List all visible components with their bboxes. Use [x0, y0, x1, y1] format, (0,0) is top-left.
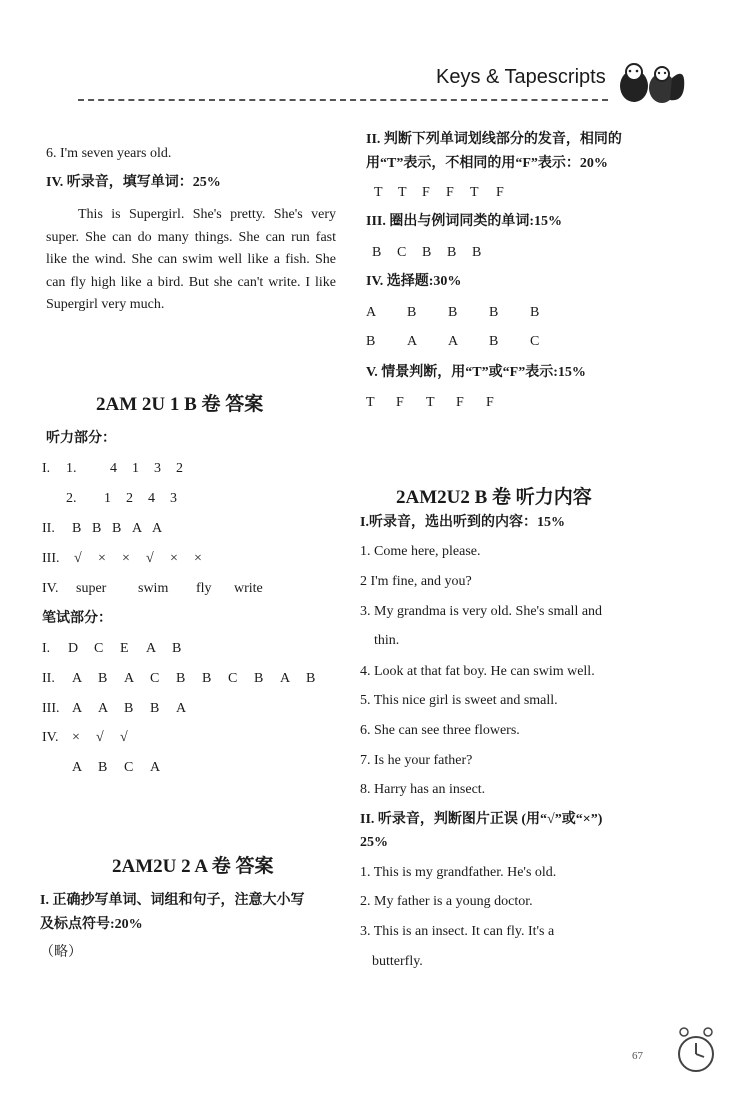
answer: C [150, 671, 160, 686]
answer: D [68, 641, 79, 656]
answer: B [407, 305, 417, 320]
answer: F [496, 185, 504, 200]
tapescript-ii-line-3: 3. This is an insect. It can fly. It's a [360, 924, 555, 939]
right-iv-answers-1 [366, 304, 571, 322]
answer: E [120, 641, 129, 656]
header-divider [78, 99, 608, 101]
answer: A [448, 334, 459, 349]
answer: T [366, 395, 375, 410]
answer: A [152, 521, 163, 536]
tapescript-ii-line-1: 1. This is my grandfather. He's old. [360, 865, 557, 880]
answer: B [98, 760, 108, 775]
supergirl-passage: This is Supergirl. She's pretty. She's very super. She can do many things. She can run fast like the wind. She can swim well like a fish. She can fly high like a bird. But she can't write. I like Supergirl very much. [46, 207, 336, 312]
row-label: I. [42, 461, 51, 476]
right-iv-heading: IV. 选择题:30% [366, 274, 462, 289]
answer: 3 [154, 461, 161, 476]
answer: B [372, 245, 382, 260]
answer: B [489, 334, 499, 349]
answer: A [72, 671, 83, 686]
answer: B [422, 245, 432, 260]
row-label: II. [42, 521, 55, 536]
answer: A [98, 701, 109, 716]
right-iv-answers-2 [366, 333, 571, 351]
answer: B [176, 671, 186, 686]
answer: A [280, 671, 291, 686]
answer: 2 [126, 491, 133, 506]
answer: A [72, 760, 83, 775]
answer: 1 [132, 461, 139, 476]
answer: A [132, 521, 143, 536]
right-iii-heading: III. 圈出与例词同类的单词:15% [366, 214, 563, 229]
section-title-2am2u2b: 2AM2U2 B 卷 听力内容 [396, 487, 592, 508]
answer: A [150, 760, 161, 775]
answer: B [92, 521, 102, 536]
answer: B [98, 671, 108, 686]
answer: B [366, 334, 376, 349]
written-iv-row2 [72, 759, 176, 777]
listening-iv-row [42, 580, 284, 598]
answer: A [72, 701, 83, 716]
answer: F [422, 185, 430, 200]
answer: F [486, 395, 494, 410]
answer: T [398, 185, 407, 200]
answer: × [194, 551, 202, 566]
section-title-2am2u1b: 2AM 2U 1 B 卷 答案 [96, 394, 264, 415]
tapescript-ii-line-3-cont: butterfly. [372, 954, 423, 969]
answer: F [396, 395, 404, 410]
right-v-heading: V. 情景判断，用“T”或“F”表示:15% [366, 365, 586, 380]
sec2-q1-answer: （略） [40, 945, 82, 960]
answer: super [76, 581, 107, 596]
tapescript-line-5: 5. This nice girl is sweet and small. [360, 693, 558, 708]
row-label: IV. [42, 581, 59, 596]
answer: 1 [104, 491, 111, 506]
answer: B [150, 701, 160, 716]
written-i-row [42, 640, 198, 658]
answer: B [448, 305, 458, 320]
answer: √ [74, 551, 82, 566]
sec3-i-heading: I.听录音，选出听到的内容：15% [360, 515, 565, 530]
tapescript-line-8: 8. Harry has an insect. [360, 782, 486, 797]
answer: 3 [170, 491, 177, 506]
page-number: 67 [632, 1050, 643, 1062]
answer: B [472, 245, 482, 260]
tapescript-line-7: 7. Is he your father? [360, 753, 473, 768]
answer: T [374, 185, 383, 200]
sec2-q1-line1: I. 正确抄写单词、词组和句子，注意大小写 [40, 893, 305, 908]
row-number: 2. [66, 491, 77, 506]
answer: × [122, 551, 130, 566]
answer: F [446, 185, 454, 200]
answer: T [426, 395, 435, 410]
right-ii-answers [374, 184, 520, 202]
answer: B [530, 305, 540, 320]
answer: C [397, 245, 407, 260]
right-ii-line2: 用“T”表示，不相同的用“F”表示：20% [366, 156, 608, 171]
header-title: Keys & Tapescripts [436, 66, 606, 88]
answer: C [530, 334, 540, 349]
answer: 4 [110, 461, 117, 476]
row-label: III. [42, 551, 60, 566]
answer: B [489, 305, 499, 320]
answer: B [202, 671, 212, 686]
answer: write [234, 581, 263, 596]
row-label: I. [42, 641, 51, 656]
answer: swim [138, 581, 169, 596]
listening-i-row2 [66, 490, 192, 508]
listening-i-row1 [42, 460, 198, 478]
tapescript-ii-line-2: 2. My father is a young doctor. [360, 894, 533, 909]
answer-line-6: 6. I'm seven years old. [46, 146, 172, 161]
clock-mascot-icon [660, 1018, 730, 1078]
written-iii-row [42, 700, 202, 718]
section-title-2am2u2a: 2AM2U 2 A 卷 答案 [112, 856, 274, 877]
answer: × [72, 730, 80, 745]
answer: C [94, 641, 104, 656]
listening-part-label: 听力部分： [46, 431, 116, 446]
right-ii-line1: II. 判断下列单词划线部分的发音，相同的 [366, 132, 622, 147]
listening-iii-row [42, 550, 218, 568]
row-label: IV. [42, 730, 59, 745]
answer: √ [120, 730, 128, 745]
sec2-q1-line2: 及标点符号:20% [40, 917, 143, 932]
right-v-answers [366, 394, 516, 412]
answer: B [447, 245, 457, 260]
tapescript-line-2: 2 I'm fine, and you? [360, 574, 472, 589]
tapescript-line-3: 3. My grandma is very old. She's small and [360, 604, 603, 619]
cartoon-kids-icon [612, 58, 692, 108]
answer: B [124, 701, 134, 716]
answer: A [407, 334, 418, 349]
answer: B [306, 671, 316, 686]
row-label: III. [42, 701, 60, 716]
tapescript-line-1: 1. Come here, please. [360, 544, 481, 559]
tapescript-line-6: 6. She can see three flowers. [360, 723, 520, 738]
answer: √ [96, 730, 104, 745]
answer: B [254, 671, 264, 686]
answer: A [124, 671, 135, 686]
answer: B [72, 521, 82, 536]
written-part-label: 笔试部分： [42, 611, 112, 626]
answer: 2 [176, 461, 183, 476]
answer: √ [146, 551, 154, 566]
answer: B [172, 641, 182, 656]
answer: × [170, 551, 178, 566]
answer: B [112, 521, 122, 536]
row-label: II. [42, 671, 55, 686]
answer: T [470, 185, 479, 200]
answer: A [366, 305, 377, 320]
written-iv-row1 [42, 729, 144, 747]
answer: 4 [148, 491, 155, 506]
tapescript-line-4: 4. Look at that fat boy. He can swim well. [360, 664, 595, 679]
sec3-ii-heading-line1: II. 听录音，判断图片正误 (用“√”或“×”) [360, 812, 603, 827]
tapescript-line-3-cont: thin. [374, 633, 400, 648]
listening-ii-row [42, 520, 172, 538]
right-iii-answers [372, 244, 497, 262]
sec3-ii-heading-line2: 25% [360, 835, 388, 850]
written-ii-row [42, 670, 332, 688]
answer: F [456, 395, 464, 410]
answer: fly [196, 581, 212, 596]
iv-heading: IV. 听录音，填写单词：25% [46, 175, 221, 190]
answer: A [146, 641, 157, 656]
answer: × [98, 551, 106, 566]
answer: A [176, 701, 187, 716]
answer: C [124, 760, 134, 775]
row-number: 1. [66, 461, 77, 476]
answer: C [228, 671, 238, 686]
